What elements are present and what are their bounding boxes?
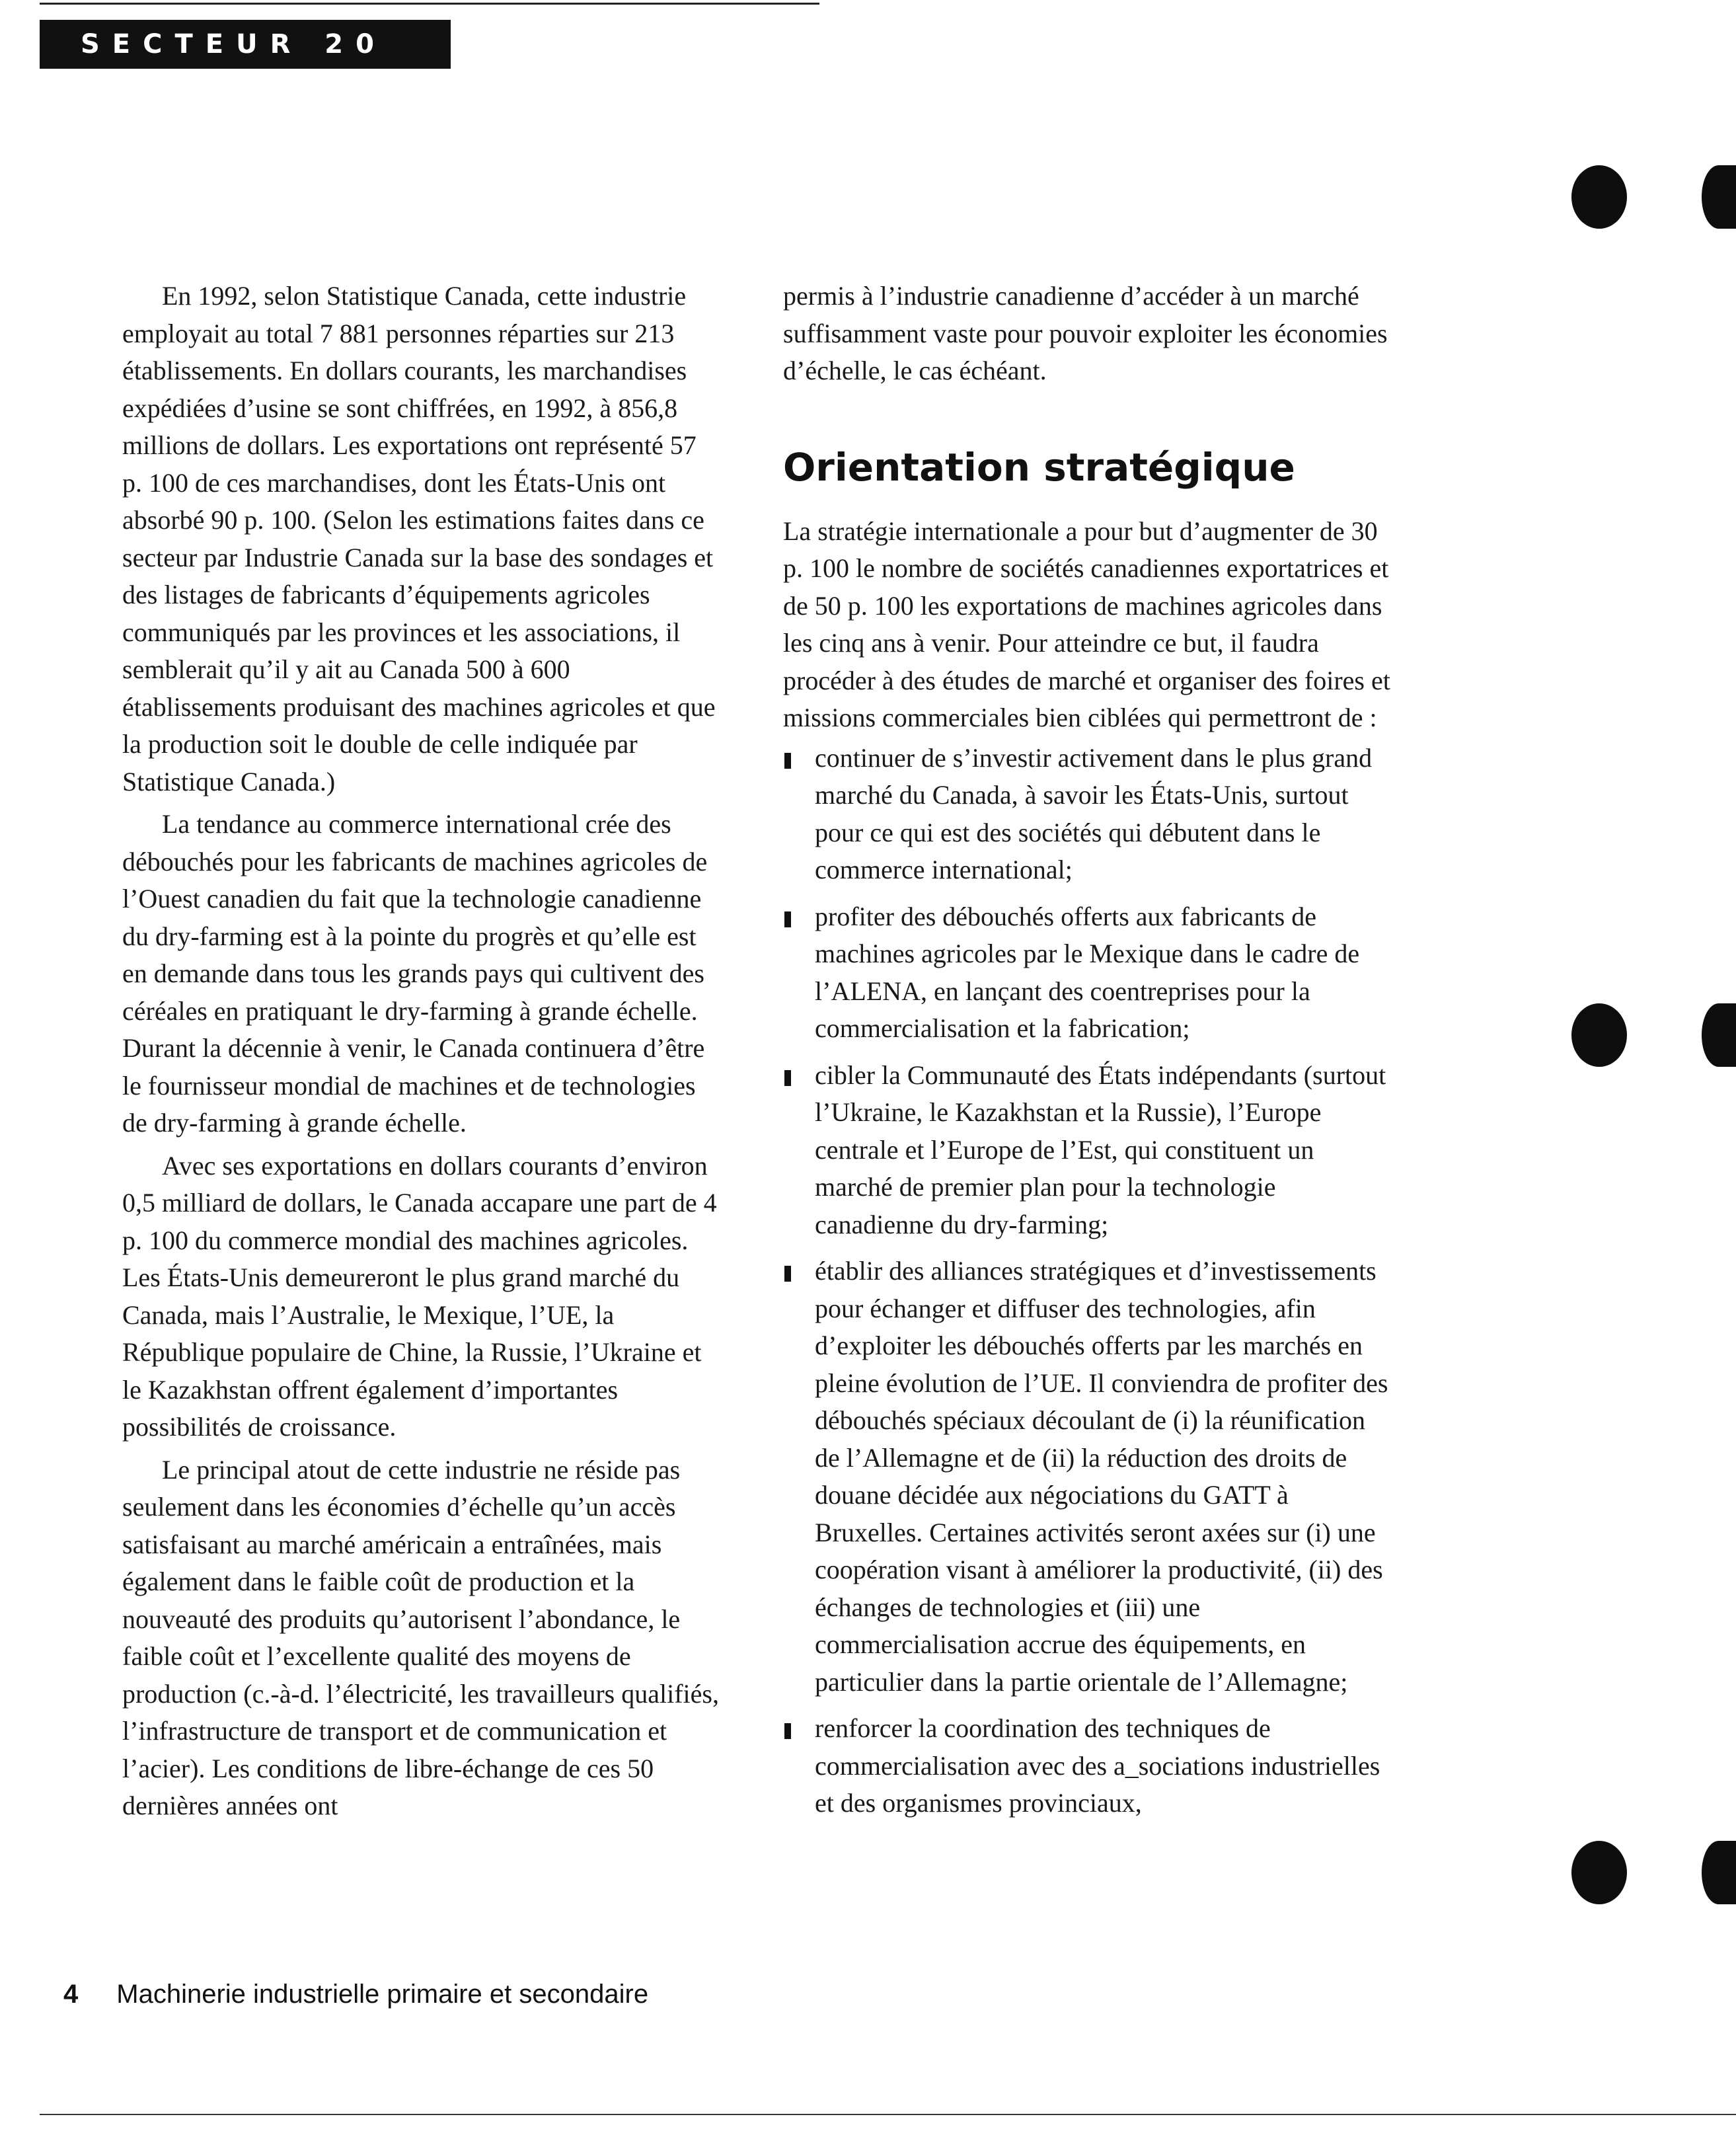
list-item — [783, 1253, 1391, 1701]
bullet-marker — [784, 753, 791, 769]
bullet-marker — [784, 1070, 791, 1086]
bullet-marker — [784, 1723, 791, 1739]
bullet-marker — [784, 911, 791, 927]
punch-hole-top — [1571, 165, 1627, 229]
paragraph-strategy-intro: La stratégie internationale a pour but d’augmenter de 30 p. 100 le nombre de sociétés canadiennes exportatrices et de 50 p. 100 les exportations de machines agricoles dans les cinq ans à venir. Pour atteindre ce but, il faudra procéder à des études de marché et organiser des foires et missions commerciales bien ciblées qui permettront de : — [783, 516, 1390, 732]
list-item — [783, 898, 1391, 1048]
punch-hole-bottom — [1571, 1841, 1627, 1904]
paragraph-exports: Avec ses exportations en dollars courants d’environ 0,5 milliard de dollars, le Canada accapare une part de 4 p. 100 du commerce mondial des machines agricoles. Les États-Unis demeureront le plus grand marché du Canada, mais l’Australie, le Mexique, l’UE, la République populaire de Chine, la Russie, l’Ukraine et le Kazakhstan offrent également d’importantes possibilités de croissance. — [122, 1150, 717, 1442]
punch-hole-bottom-edge — [1702, 1841, 1736, 1904]
page-number: 4 — [63, 1980, 79, 2009]
paragraph-main-asset: Le principal atout de cette industrie ne réside pas seulement dans les économies d’échelle qu’un accès satisfaisant au marché américain a entraînées, mais également dans le faible coût de production et la nouveauté des produits qu’autorisent l’abondance, le faible coût et l’excellente qualité des moyens de production (c.-à-d. l’électricité, les travailleurs qualifiés, l’infrastructure de transport et de communication et l’acier). Les conditions de libre-échange de ces 50 dernières années ont — [122, 1454, 719, 1820]
list-item — [783, 740, 1391, 889]
section-heading: Orientation stratégique — [783, 444, 1295, 490]
paragraph-employment: En 1992, selon Statistique Canada, cette industrie employait au total 7 881 personnes réparties sur 213 établissements. En dollars courants, les marchandises expédiées d’usine se sont chiffrées, en 1992, à 856,8 millions de dollars. Les exportations ont représenté 57 p. 100 de ces marchandises, dont les États-Unis ont absorbé 90 p. 100. (Selon les estimations faites dans ce secteur par Industrie Canada sur la base des sondages et des listages de fabricants d’équipements agricoles communiqués par les provinces et les associations, il semblerait qu’il y ait au Canada 500 à 600 établissements produisant des machines agricoles et que la production soit le double de celle indiquée par Statistique Canada.) — [122, 281, 716, 796]
punch-hole-top-edge — [1702, 165, 1736, 229]
paragraph-continuation: permis à l’industrie canadienne d’accéder à un marché suffisamment vaste pour pouvoir exploiter les économies d’échelle, le cas échéant. — [783, 281, 1388, 385]
list-item-text: établir des alliances stratégiques et d’investissements pour échanger et diffuser des technologies, afin d’exploiter les débouchés offerts par les marchés en pleine évolution de l’UE. Il conviendra de profiter des débouchés spéciaux découlant de (i) la réunification de l’Allemagne et de (ii) la réduction des droits de douane décidée aux négociations du GATT à Bruxelles. Certaines activités seront axées sur (i) une coopération visant à améliorer la productivité, (ii) des échanges de technologies et (iii) une commercialisation accrue des équipements, en particulier dans la partie orientale de l’Allemagne; — [815, 1256, 1388, 1697]
list-item-text: continuer de s’investir activement dans le plus grand marché du Canada, à savoir les États-Unis, surtout pour ce qui est des sociétés qui débutent dans le commerce international; — [815, 742, 1373, 884]
list-item-text: cibler la Communauté des États indépendants (surtout l’Ukraine, le Kazakhstan et la Russie), l’Europe centrale et l’Europe de l’Est, qui constituent un marché de premier plan pour la technologie canadienne du dry-farming; — [815, 1060, 1386, 1239]
list-item-text: profiter des débouchés offerts aux fabricants de machines agricoles par le Mexique dans le cadre de l’ALENA, en lançant des coentreprises pour la commercialisation et la fabrication; — [815, 901, 1360, 1043]
punch-hole-middle-edge — [1702, 1003, 1736, 1067]
list-item-text: renforcer la coordination des techniques de commercialisation avec des a_sociations industrielles et des organismes provinciaux, — [815, 1713, 1380, 1818]
punch-hole-middle — [1571, 1003, 1627, 1067]
publication-title: Machinerie industrielle primaire et secondaire — [116, 1980, 649, 2009]
page-footer — [63, 1980, 648, 2009]
strategy-list — [783, 740, 1391, 1822]
list-item — [783, 1710, 1391, 1822]
left-column — [122, 278, 720, 1825]
paragraph-trade-trend: La tendance au commerce international crée des débouchés pour les fabricants de machines agricoles de l’Ouest canadien du fait que la technologie canadienne du dry-farming est à la pointe du progrès et qu’elle est en demande dans tous les grands pays qui cultivent des céréales en pratiquant le dry-farming à grande échelle. Durant la décennie à venir, le Canada continuera d’être le fournisseur mondial de machines et de technologies de dry-farming à grande échelle. — [122, 809, 708, 1138]
top-rule — [40, 3, 819, 5]
bottom-rule — [40, 2114, 1736, 2115]
sector-tab: SECTEUR 20 — [40, 20, 451, 69]
list-item — [783, 1057, 1391, 1244]
right-column — [783, 278, 1391, 1832]
bullet-marker — [784, 1266, 791, 1282]
